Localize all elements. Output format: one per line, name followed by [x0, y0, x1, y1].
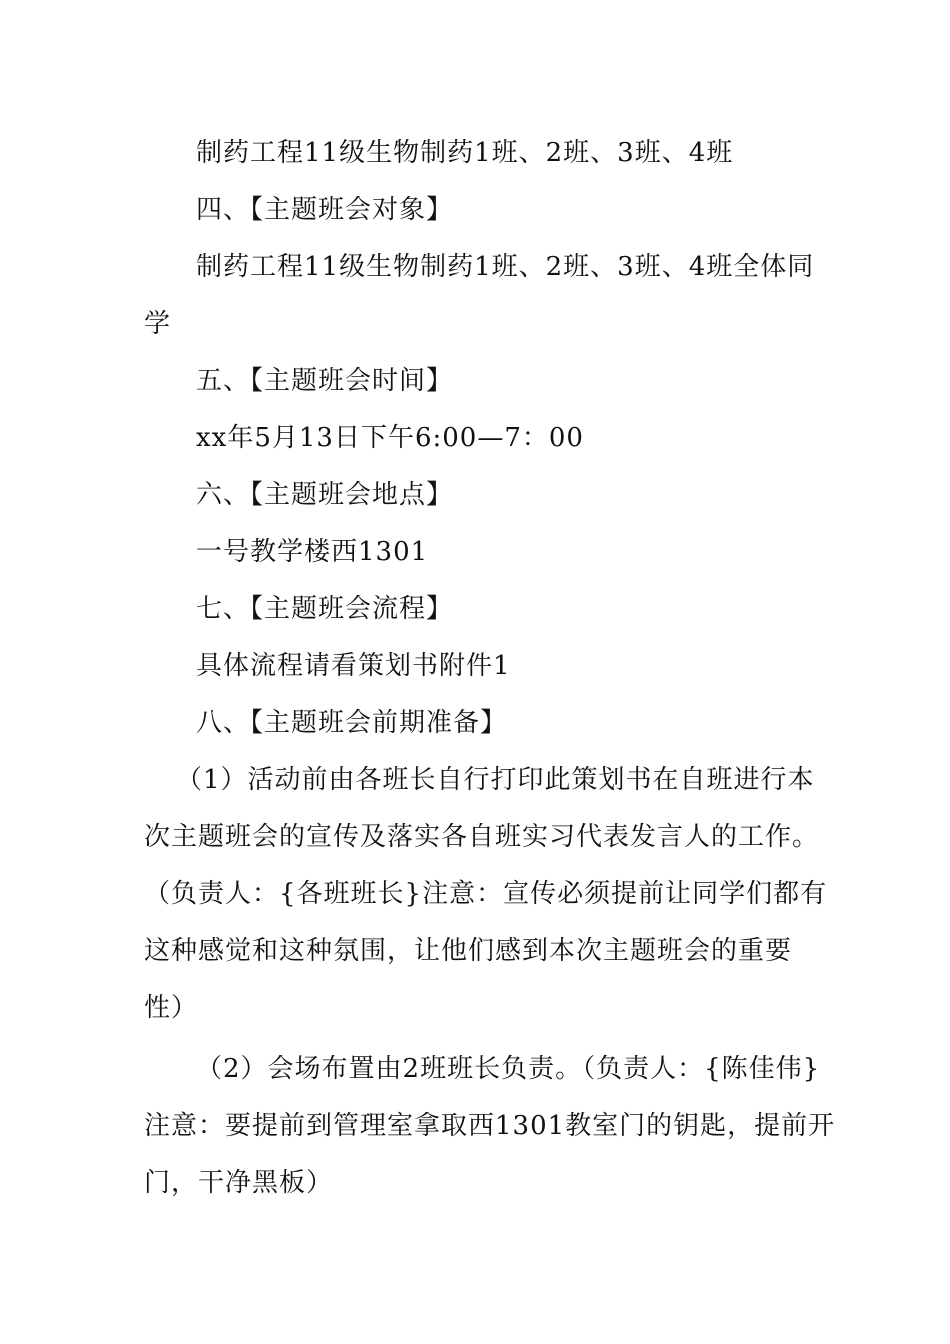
text-line-process: 具体流程请看策划书附件1 [196, 651, 511, 681]
heading-location: 六、【主题班会地点】 [196, 480, 454, 510]
text-line-location: 一号教学楼西1301 [196, 537, 429, 567]
text-line-prep-1-cont-2: （负责人：{各班班长}注意：宣传必须提前让同学们都有 [144, 879, 828, 909]
text-line-prep-2-cont-2: 门，干净黑板） [144, 1168, 334, 1198]
text-line-prep-2-cont-1: 注意：要提前到管理室拿取西1301教室门的钥匙，提前开 [144, 1111, 836, 1141]
text-line-class-list: 制药工程11级生物制药1班、2班、3班、4班 [196, 138, 734, 168]
text-line-prep-1: （1）活动前由各班长自行打印此策划书在自班进行本 [176, 765, 815, 795]
text-line-audience: 制药工程11级生物制药1班、2班、3班、4班全体同 [196, 252, 815, 282]
text-line-prep-2: （2）会场布置由2班班长负责。（负责人：{陈佳伟} [196, 1054, 821, 1084]
text-line-prep-1-cont-4: 性） [144, 993, 199, 1023]
heading-audience: 四、【主题班会对象】 [196, 195, 454, 225]
text-line-time: xx年5月13日下午6:00—7：00 [196, 423, 584, 453]
heading-preparation: 八、【主题班会前期准备】 [196, 708, 508, 738]
heading-time: 五、【主题班会时间】 [196, 366, 454, 396]
text-line-audience-cont: 学 [144, 309, 172, 339]
text-line-prep-1-cont-1: 次主题班会的宣传及落实各自班实习代表发言人的工作。 [144, 822, 820, 852]
text-line-prep-1-cont-3: 这种感觉和这种氛围，让他们感到本次主题班会的重要 [144, 936, 793, 966]
heading-process: 七、【主题班会流程】 [196, 594, 454, 624]
